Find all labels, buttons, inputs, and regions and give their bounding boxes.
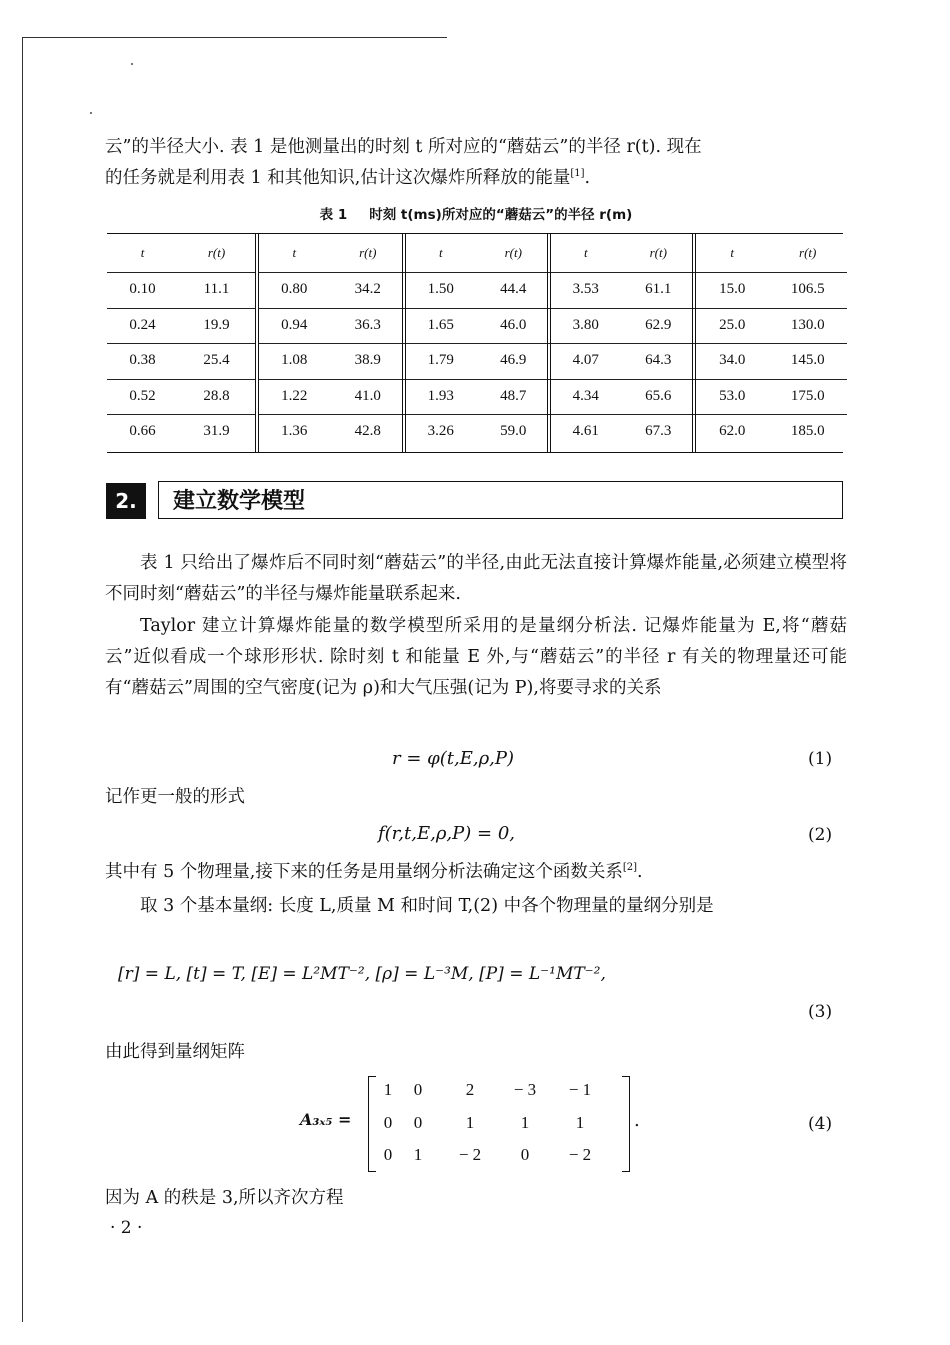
body-paragraph-6: 由此得到量纲矩阵 bbox=[105, 1042, 245, 1062]
table-row bbox=[259, 379, 406, 416]
equation-1-number: (1) bbox=[808, 749, 833, 769]
intro-paragraph bbox=[105, 132, 847, 194]
table-column-group bbox=[547, 234, 696, 452]
table-cell-time: 1.08 bbox=[281, 352, 308, 369]
table-header-row bbox=[551, 234, 696, 273]
table-row bbox=[551, 308, 696, 345]
table-cell-time: 0.10 bbox=[129, 281, 156, 298]
table-row bbox=[696, 343, 847, 380]
table-cell-radius: 11.1 bbox=[203, 281, 230, 298]
equation-4-period: . bbox=[634, 1110, 640, 1131]
table-cell-radius: 44.4 bbox=[500, 281, 527, 298]
table-caption-text: 时刻 t(ms)所对应的“蘑菇云”的半径 r(m) bbox=[369, 207, 633, 223]
matrix-entry: 1 bbox=[413, 1145, 423, 1164]
table-cell-radius: 185.0 bbox=[790, 423, 825, 440]
table-row bbox=[551, 343, 696, 380]
matrix-entry: − 3 bbox=[513, 1080, 537, 1099]
matrix-entry: 0 bbox=[413, 1113, 423, 1132]
dimension-matrix bbox=[368, 1076, 630, 1170]
table-header-r: r(t) bbox=[359, 245, 377, 260]
body-paragraph-4: 其中有 5 个物理量,接下来的任务是用量纲分析法确定这个函数关系[2]. bbox=[105, 862, 643, 882]
table-cell-time: 1.36 bbox=[281, 423, 308, 440]
table-cell-time: 0.66 bbox=[129, 423, 156, 440]
table-row bbox=[696, 308, 847, 345]
table-header-t: t bbox=[292, 245, 297, 260]
table-cell-time: 0.52 bbox=[129, 387, 156, 404]
body-paragraph-7: 因为 A 的秩是 3,所以齐次方程 bbox=[105, 1188, 344, 1208]
table-cell-radius: 64.3 bbox=[645, 352, 672, 369]
body-paragraph-3: 记作更一般的形式 bbox=[105, 787, 245, 807]
table-row bbox=[406, 379, 551, 416]
table-row bbox=[107, 343, 255, 380]
table-cell-radius: 67.3 bbox=[645, 423, 672, 440]
table-header-r: r(t) bbox=[799, 245, 817, 260]
table-row bbox=[551, 272, 696, 309]
table-row bbox=[406, 343, 551, 380]
table-cell-time: 3.26 bbox=[427, 423, 454, 440]
equation-3-number: (3) bbox=[808, 1002, 833, 1022]
table-cell-time: 1.65 bbox=[427, 316, 454, 333]
table-header-row bbox=[107, 234, 255, 273]
matrix-entry: 1 bbox=[383, 1080, 393, 1099]
table-cell-radius: 31.9 bbox=[203, 423, 230, 440]
data-table bbox=[107, 233, 843, 453]
table-header-row bbox=[406, 234, 551, 273]
table-header-r: r(t) bbox=[504, 245, 522, 260]
scan-speck bbox=[131, 63, 133, 65]
matrix-right-bracket bbox=[622, 1076, 630, 1172]
matrix-entry: 0 bbox=[520, 1145, 530, 1164]
table-cell-radius: 28.8 bbox=[203, 387, 230, 404]
table-cell-radius: 175.0 bbox=[790, 387, 825, 404]
table-row bbox=[107, 414, 255, 450]
body-paragraph-2: Taylor 建立计算爆炸能量的数学模型所采用的是量纲分析法. 记爆炸能量为 E,将“蘑菇云”近似看成一个球形形状. 除时刻 t 和能量 E 外,与“蘑菇云”的半径 r 有关的物理量还可能有“蘑菇云”周围的空气密度(记为 ρ)和大气压强(记为 P),将要寻求的关系 bbox=[105, 616, 847, 698]
page-number: · 2 · bbox=[110, 1218, 143, 1238]
section-title: 建立数学模型 bbox=[173, 489, 306, 514]
table-row bbox=[107, 308, 255, 345]
table-cell-time: 34.0 bbox=[719, 352, 746, 369]
matrix-entry: 0 bbox=[383, 1145, 393, 1164]
table-cell-radius: 19.9 bbox=[203, 316, 230, 333]
table-cell-radius: 46.0 bbox=[500, 316, 527, 333]
table-row bbox=[259, 414, 406, 450]
section-heading-box bbox=[158, 481, 843, 519]
matrix-entry: − 2 bbox=[568, 1145, 592, 1164]
citation-ref: [2] bbox=[622, 862, 637, 874]
table-column-group bbox=[402, 234, 551, 452]
table-column-group bbox=[255, 234, 406, 452]
body-paragraph-5: 取 3 个基本量纲: 长度 L,质量 M 和时间 T,(2) 中各个物理量的量纲分别是 bbox=[140, 896, 714, 916]
table-row bbox=[551, 379, 696, 416]
table-cell-radius: 42.8 bbox=[354, 423, 381, 440]
table-caption bbox=[105, 203, 847, 223]
table-cell-radius: 48.7 bbox=[500, 387, 527, 404]
equation-4-lhs: A₃ₓ₅ = bbox=[300, 1110, 352, 1129]
table-cell-radius: 130.0 bbox=[790, 316, 825, 333]
table-cell-time: 25.0 bbox=[719, 316, 746, 333]
table-cell-time: 4.07 bbox=[572, 352, 599, 369]
table-header-t: t bbox=[438, 245, 443, 260]
table-cell-radius: 59.0 bbox=[500, 423, 527, 440]
table-cell-time: 0.80 bbox=[281, 281, 308, 298]
equation-2: f(r,t,E,ρ,P) = 0, bbox=[378, 823, 515, 844]
table-header-r: r(t) bbox=[207, 245, 226, 260]
table-row bbox=[259, 343, 406, 380]
matrix-entry: 0 bbox=[413, 1080, 423, 1099]
table-header-t: t bbox=[730, 245, 735, 260]
table-header-row bbox=[259, 234, 406, 273]
table-row bbox=[696, 272, 847, 309]
equation-4-number: (4) bbox=[808, 1114, 833, 1134]
table-row bbox=[696, 414, 847, 450]
matrix-entry: 1 bbox=[465, 1113, 475, 1132]
table-cell-time: 0.94 bbox=[281, 316, 308, 333]
equation-3: [r] = L, [t] = T, [E] = L²MT⁻², [ρ] = L⁻³M, [P] = L⁻¹MT⁻², bbox=[118, 964, 606, 984]
table-cell-radius: 38.9 bbox=[354, 352, 381, 369]
table-row bbox=[406, 308, 551, 345]
table-cell-radius: 61.1 bbox=[645, 281, 672, 298]
table-row bbox=[107, 379, 255, 416]
table-cell-time: 4.61 bbox=[572, 423, 599, 440]
table-cell-radius: 46.9 bbox=[500, 352, 527, 369]
table-cell-time: 15.0 bbox=[719, 281, 746, 298]
body-paragraph-1: 表 1 只给出了爆炸后不同时刻“蘑菇云”的半径,由此无法直接计算爆炸能量,必须建立模型将不同时刻“蘑菇云”的半径与爆炸能量联系起来. bbox=[105, 553, 847, 604]
table-cell-radius: 25.4 bbox=[203, 352, 230, 369]
table-row bbox=[406, 414, 551, 450]
table-cell-time: 3.80 bbox=[572, 316, 599, 333]
table-row bbox=[406, 272, 551, 309]
table-column-group bbox=[107, 234, 255, 452]
equation-2-number: (2) bbox=[808, 825, 833, 845]
table-header-t: t bbox=[583, 245, 588, 260]
table-header-t: t bbox=[140, 245, 145, 260]
section-number-badge: 2. bbox=[106, 483, 146, 519]
page-frame-top-rule bbox=[22, 37, 447, 38]
matrix-entry: 2 bbox=[465, 1080, 475, 1099]
table-cell-time: 53.0 bbox=[719, 387, 746, 404]
table-cell-radius: 145.0 bbox=[790, 352, 825, 369]
table-cell-time: 1.79 bbox=[427, 352, 454, 369]
table-row bbox=[107, 272, 255, 309]
table-cell-radius: 106.5 bbox=[790, 281, 825, 298]
table-column-group bbox=[692, 234, 847, 452]
table-cell-time: 3.53 bbox=[572, 281, 599, 298]
table-cell-time: 1.22 bbox=[281, 387, 308, 404]
table-row bbox=[259, 308, 406, 345]
table-cell-radius: 65.6 bbox=[645, 387, 672, 404]
table-header-row bbox=[696, 234, 847, 273]
equation-1: r = φ(t,E,ρ,P) bbox=[392, 748, 515, 769]
matrix-entry: − 2 bbox=[458, 1145, 482, 1164]
matrix-entry: − 1 bbox=[568, 1080, 592, 1099]
table-cell-time: 62.0 bbox=[719, 423, 746, 440]
page-frame-left-rule bbox=[22, 37, 23, 1322]
citation-ref: [1] bbox=[570, 168, 585, 180]
scan-speck bbox=[90, 112, 92, 114]
table-cell-radius: 36.3 bbox=[354, 316, 381, 333]
matrix-entry: 0 bbox=[383, 1113, 393, 1132]
table-cell-time: 1.50 bbox=[427, 281, 454, 298]
matrix-entry: 1 bbox=[520, 1113, 530, 1132]
table-cell-time: 0.38 bbox=[129, 352, 156, 369]
table-cell-radius: 62.9 bbox=[645, 316, 672, 333]
table-cell-radius: 41.0 bbox=[354, 387, 381, 404]
table-row bbox=[259, 272, 406, 309]
matrix-entry: 1 bbox=[575, 1113, 585, 1132]
table-cell-time: 4.34 bbox=[572, 387, 599, 404]
intro-line-2: 的任务就是利用表 1 和其他知识,估计这次爆炸所释放的能量[1]. bbox=[105, 168, 591, 188]
table-cell-radius: 34.2 bbox=[354, 281, 381, 298]
table-cell-time: 1.93 bbox=[427, 387, 454, 404]
intro-line-1: 云”的半径大小. 表 1 是他测量出的时刻 t 所对应的“蘑菇云”的半径 r(t). 现在 bbox=[105, 137, 702, 157]
table-row bbox=[551, 414, 696, 450]
table-caption-number: 表 1 bbox=[319, 207, 348, 223]
table-row bbox=[696, 379, 847, 416]
table-cell-time: 0.24 bbox=[129, 316, 156, 333]
table-header-r: r(t) bbox=[649, 245, 667, 260]
